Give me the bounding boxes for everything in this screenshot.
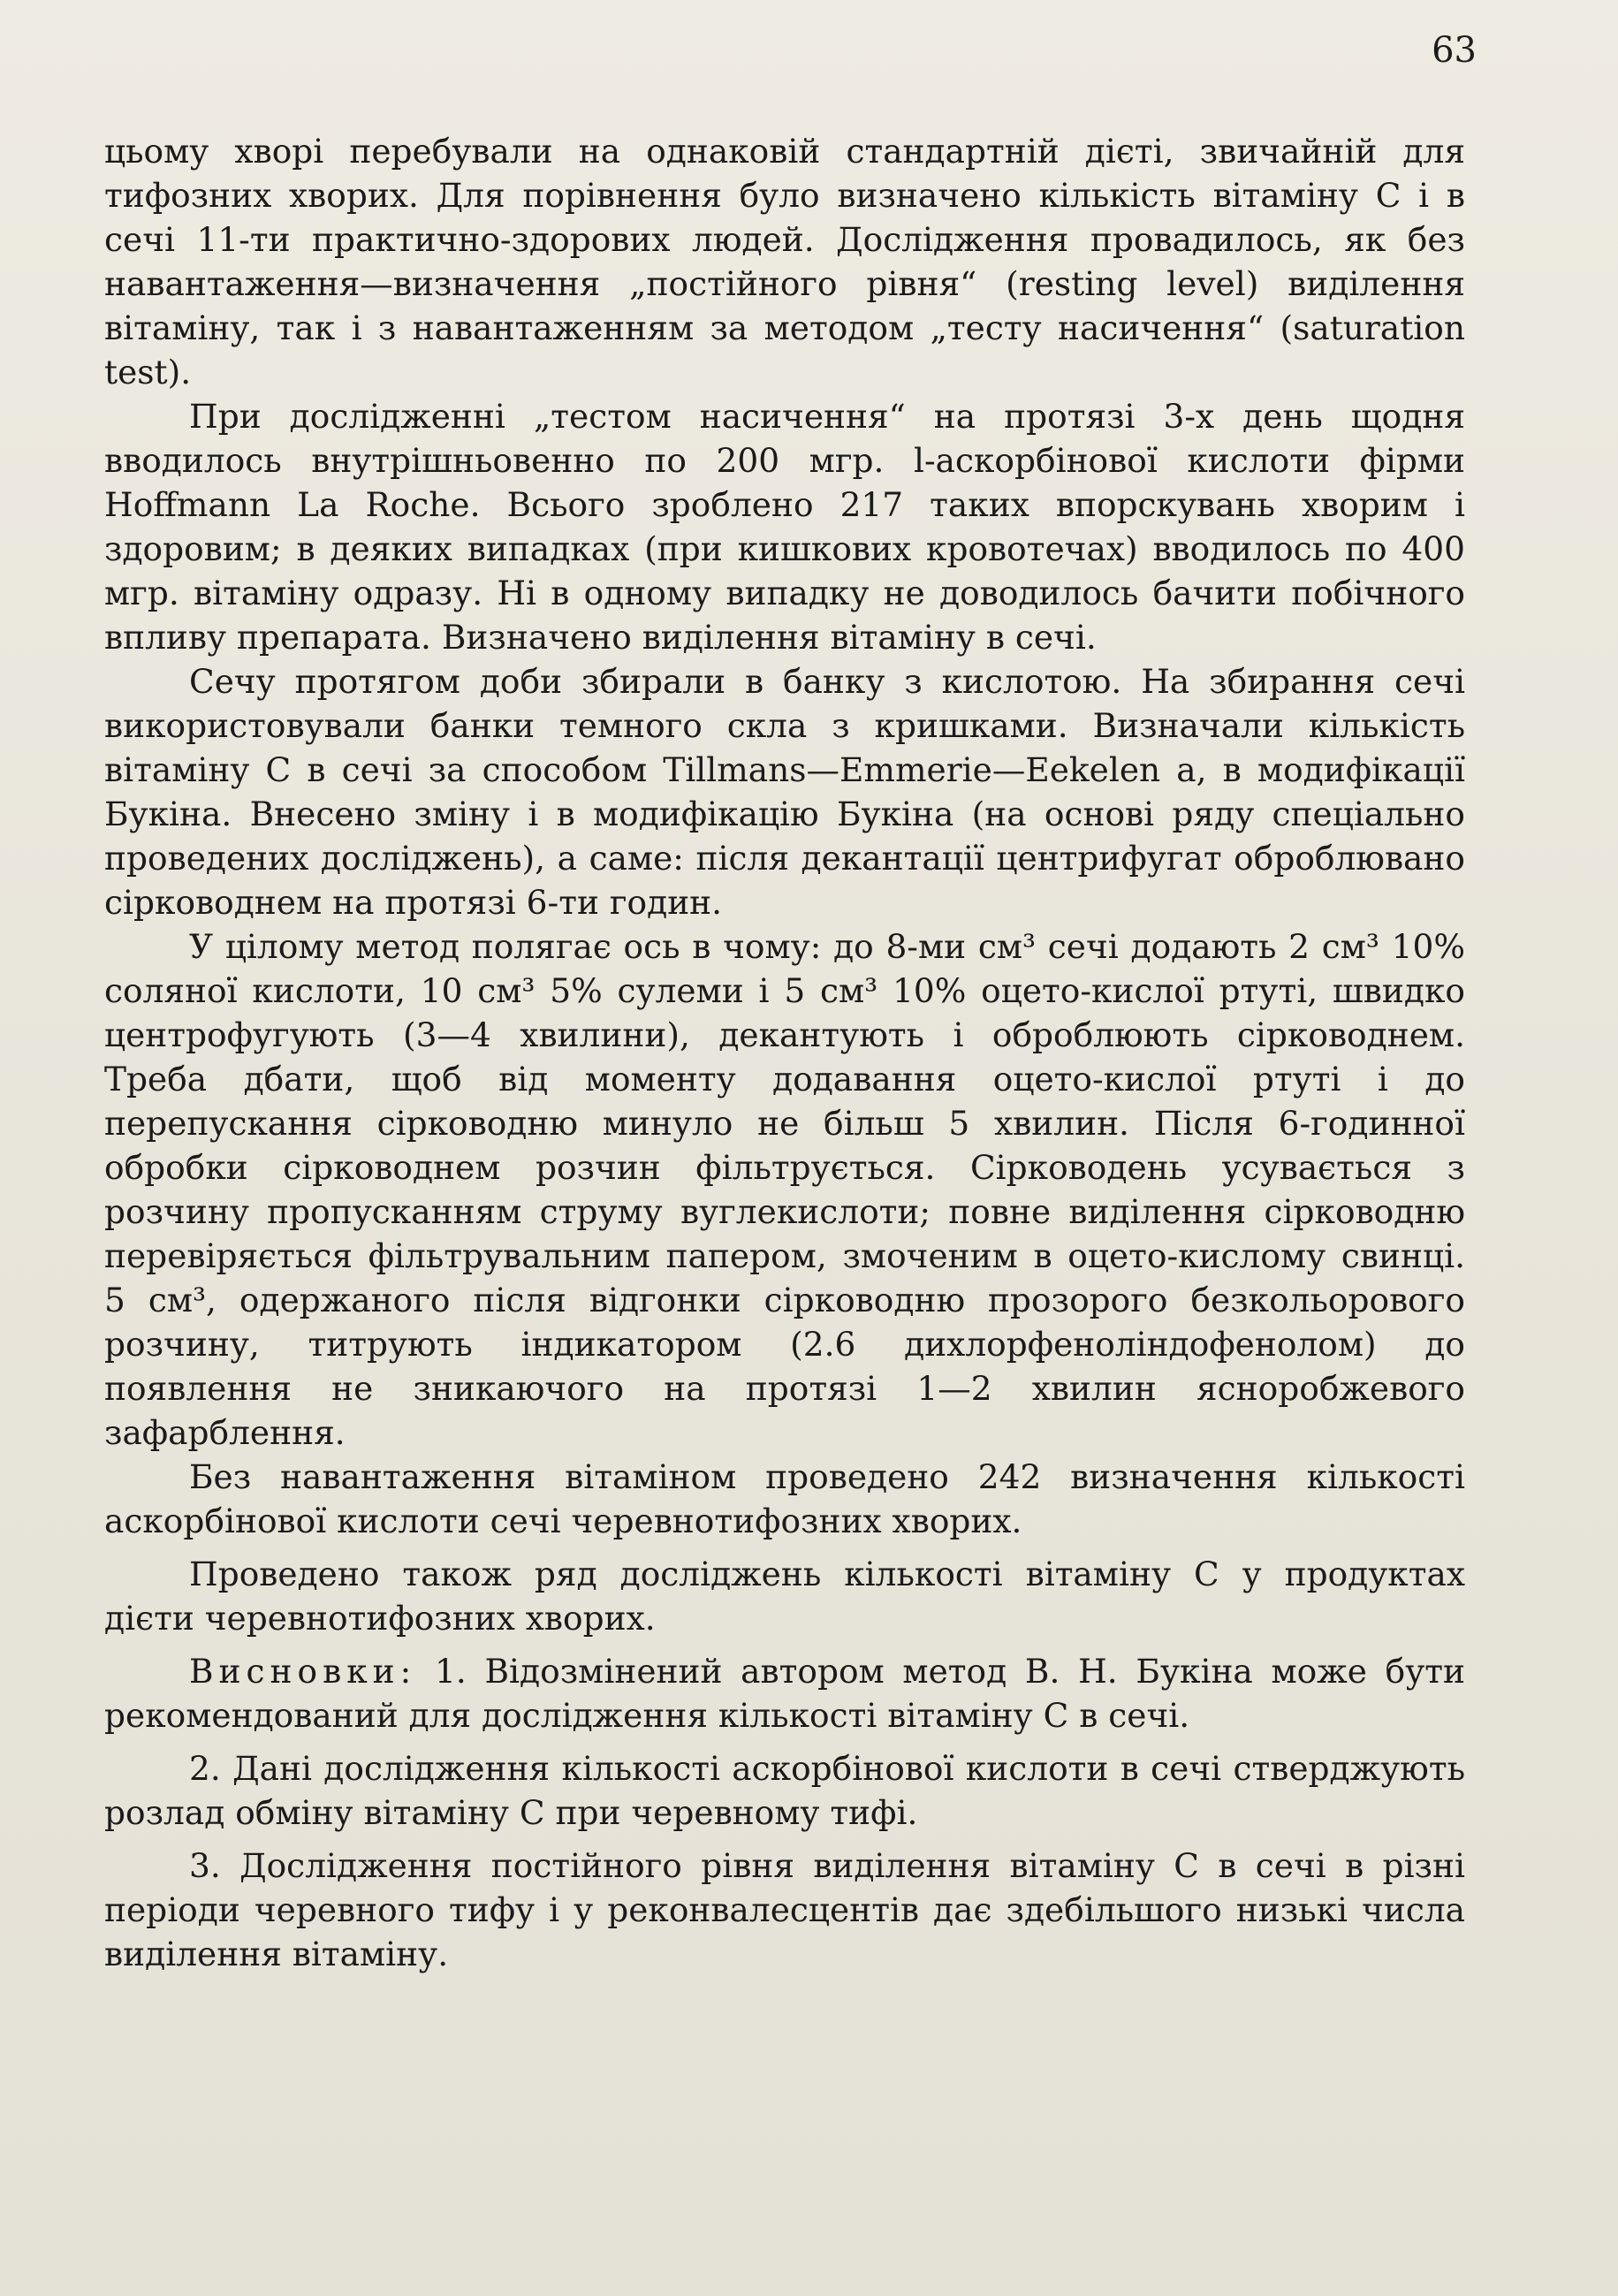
- paragraph-3: Сечу протягом доби збирали в банку з кислотою. На збирання сечі використовували банки темного скла з кришками. Визначали кількість вітаміну С в сечі за способом Tillmans—Emmerie—Eekelen а, в модифікації Букіна. Внесено зміну і в модифікацію Букіна (на основі ряду спеціально проведених досліджень), а саме: після декантації центрифугат оброблювано сірководнем на протязі 6-ти годин.: [104, 662, 1465, 922]
- paragraph-1: цьому хворі перебували на однаковій стандартній дієті, звичайній для тифозних хворих. Для порівнення було визначено кількість вітаміну С і в сечі 11-ти практично-здорових людей. Дослідження провадилось, як без навантаження—визначення „постійного рівня“ (resting level) виділення вітаміну, так і з навантаженням за методом „тесту насичення“ (saturation test).: [104, 132, 1465, 392]
- conclusion-1: [104, 1649, 1465, 1737]
- conclusion-item-1: 1. Відозмінений автором метод В. Н. Букіна може бути рекомендований для дослідження кількості вітаміну С в сечі.: [104, 1652, 1466, 1735]
- paragraph-2: При дослідженні „тестом насичення“ на протязі 3-х день щодня вводилось внутрішньовенно по 200 мгр. l-аскорбінової кислоти фірми Hoffmann La Roche. Всього зроблено 217 таких впорскувань хворим і здоровим; в деяких випадках (при кишкових кровотечах) вводилось по 400 мгр. вітаміну одразу. Ні в одному випадку не доводилось бачити побічного впливу препарата. Визначено виділення вітаміну в сечі.: [104, 397, 1465, 657]
- paragraph-5: Без навантаження вітаміном проведено 242 визначення кількості аскорбінової кислоти сечі черевнотифозних хворих.: [104, 1457, 1465, 1540]
- conclusions-heading: Висновки:: [189, 1652, 417, 1691]
- conclusion-3: 3. Дослідження постійного рівня виділення вітаміну С в сечі в різні періоди черевного тифу і у реконвалесцентів дає здебільшого низькі числа виділення вітаміну.: [104, 1846, 1465, 1973]
- conclusion-2: 2. Дані дослідження кількості аскорбінової кислоти в сечі стверджують розлад обміну вітаміну С при черевному тифі.: [104, 1749, 1465, 1832]
- paragraph-6: Проведено також ряд досліджень кількості вітаміну С у продуктах дієти черевнотифозних хворих.: [104, 1555, 1465, 1638]
- paragraph-4: У цілому метод полягає ось в чому: до 8-ми см³ сечі додають 2 см³ 10% соляної кислоти, 10 см³ 5% сулеми і 5 см³ 10% оцето-кислої ртуті, швидко центрофугують (3—4 хвилини), декантують і оброблюють сірководнем. Треба дбати, щоб від моменту додавання оцето-кислої ртуті і до перепускання сірководню минуло не більш 5 хвилин. Після 6-годинної обробки сірководнем розчин фільтрується. Сірководень усувається з розчину пропусканням струму вуглекислоти; повне виділення сірководню перевіряється фільтрувальним папером, змоченим в оцето-кислому свинці. 5 см³, одержаного після відгонки сірководню прозорого безкольорового розчину, титрують індикатором (2.6 дихлорфеноліндофенолом) до появлення не зникаючого на протязі 1—2 хвилин ясноробжевого зафарблення.: [104, 927, 1465, 1452]
- body-text: [104, 129, 1465, 1976]
- page-number: 63: [1432, 30, 1477, 71]
